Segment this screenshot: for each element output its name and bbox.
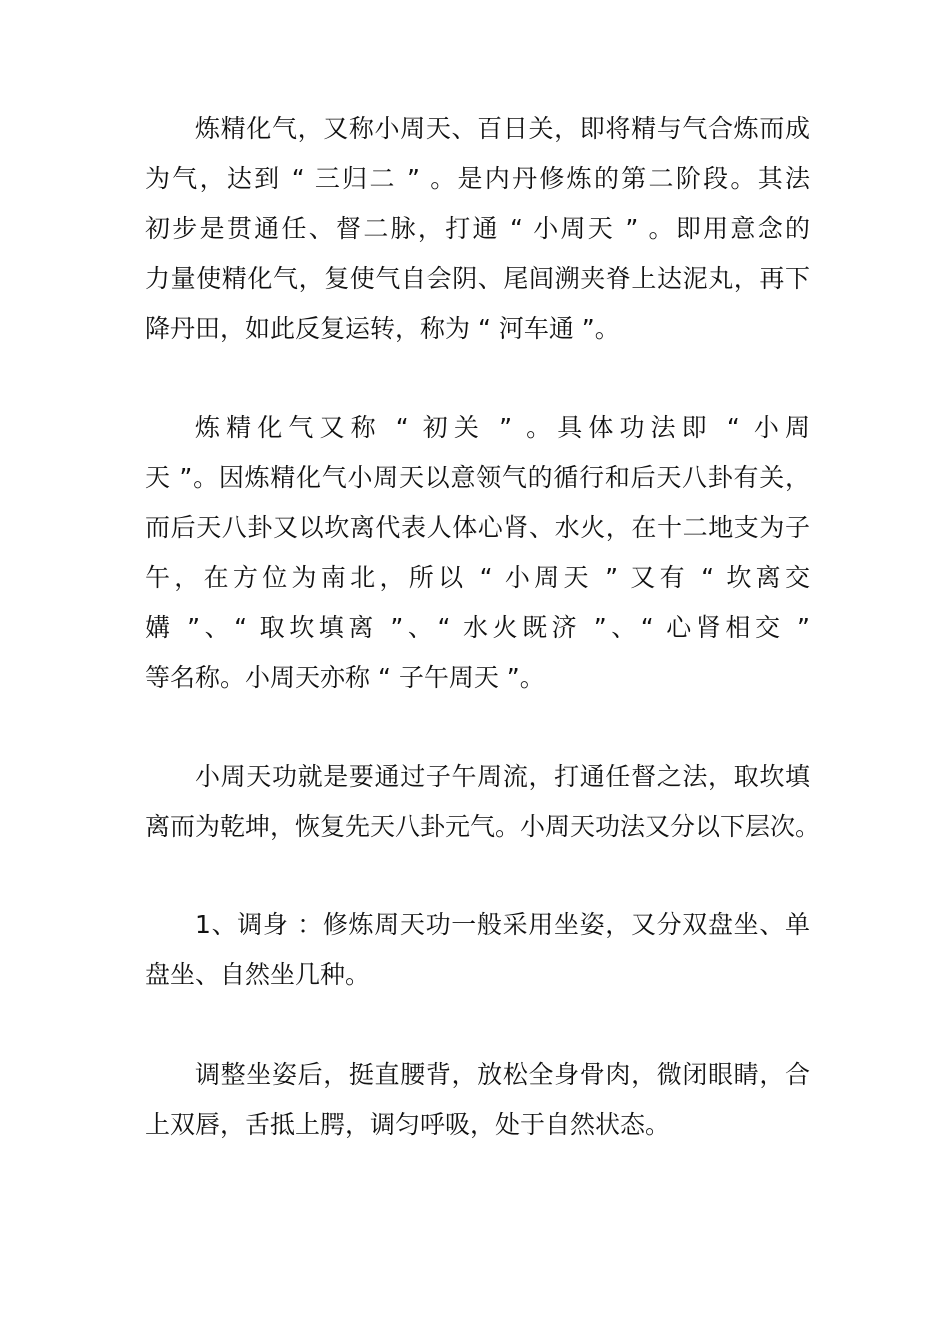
paragraph-2 — [145, 403, 810, 703]
paragraph-4 — [145, 900, 810, 1000]
text-line: 为气，达到 “ 三归二 ” 。是内丹修炼的第二阶段。其法 — [145, 164, 810, 193]
text-line: 调整坐姿后，挺直腰背，放松全身骨肉，微闭眼睛，合 — [195, 1060, 810, 1089]
text-line: 降丹田，如此反复运转，称为 “ 河车通 ”。 — [145, 314, 620, 343]
text-line: 等名称。小周天亦称 “ 子午周天 ”。 — [145, 663, 545, 692]
paragraph-1 — [145, 104, 810, 354]
paragraph-5 — [145, 1050, 810, 1150]
paragraph-3 — [145, 752, 821, 852]
text-line: 盘坐、自然坐几种。 — [145, 960, 371, 989]
text-line: 初步是贯通任、督二脉，打通 “ 小周天 ” 。即用意念的 — [145, 214, 810, 243]
text-line: 上双唇，舌抵上腭，调匀呼吸，处于自然状态。 — [145, 1110, 671, 1139]
text-line: 离而为乾坤，恢复先天八卦元气。小周天功法又分以下层次。 — [145, 812, 821, 841]
text-line: 午，在方位为南北，所以 “ 小周天 ” 又有 “ 坎离交 — [145, 563, 810, 592]
text-line: 媾 ”、“ 取坎填离 ”、“ 水火既济 ”、“ 心肾相交 ” — [145, 613, 810, 642]
text-line: 炼精化气，又称小周天、百日关，即将精与气合炼而成 — [195, 114, 810, 143]
text-line: 力量使精化气，复使气自会阴、尾闾溯夹脊上达泥丸，再下 — [145, 264, 810, 293]
text-line: 天 ”。因炼精化气小周天以意领气的循行和后天八卦有关， — [145, 463, 810, 492]
text-line: 炼精化气又称 “ 初关 ” 。具体功法即 “ 小周 — [195, 413, 810, 442]
text-line: 小周天功就是要通过子午周流，打通任督之法，取坎填 — [195, 762, 810, 791]
text-line: 而后天八卦又以坎离代表人体心肾、水火，在十二地支为子 — [145, 513, 810, 542]
text-line: 1、调身 ：修炼周天功一般采用坐姿，又分双盘坐、单 — [195, 910, 810, 939]
